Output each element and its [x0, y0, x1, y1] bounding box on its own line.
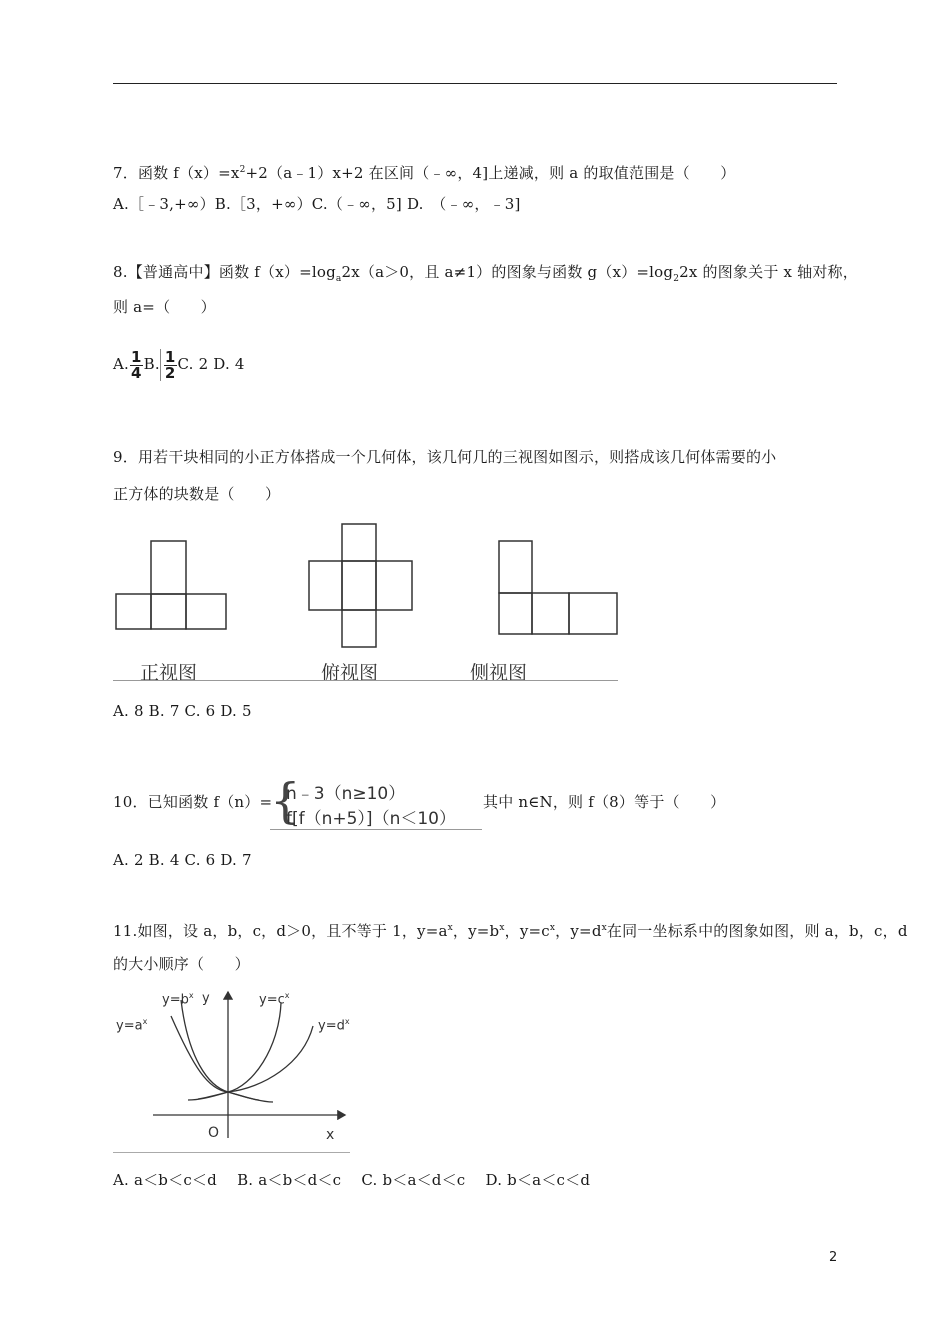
label-y-b-x: $y=b^x$: [162, 991, 194, 1008]
piecewise-row-2: f[f（n+5）]（n＜10）: [286, 809, 456, 829]
three-views-figure: [113, 520, 618, 682]
piecewise-row-1: n﹣3（n≥10）: [286, 784, 406, 804]
label-y-a-x: $y=a^x$: [116, 1017, 148, 1034]
header-rule: [113, 83, 837, 84]
piecewise-underline: [270, 829, 482, 830]
q7-stem: 7．函数 $f(x)=x^2+2(a﹣1)x+2$ 在区间（﹣∞，4]上递减，则 a 的取值范围是（ ）: [113, 164, 736, 182]
side-view-left-block: [499, 593, 532, 634]
front-view-right-block: [186, 594, 226, 629]
piecewise-function: [270, 775, 482, 831]
front-view-top-block: [151, 541, 186, 594]
q9-options: A. 8 B. 7 C. 6 D. 5: [113, 702, 252, 720]
q9-stem-line2: 正方体的块数是（ ）: [113, 485, 281, 503]
q11-stem-line1: 11.如图，设 a，b，c，d＞0，且不等于 1，$y=a^x$，$y=b^x$，$y=c^x$，$y=d^x$在同一坐标系中的图象如图，则 a，b，c，d: [113, 922, 908, 940]
q11-stem-line2: 的大小顺序（ ）: [113, 955, 250, 973]
label-y-d-x: $y=d^x$: [318, 1017, 350, 1034]
figure-baseline: [113, 680, 618, 681]
top-view-right-block: [376, 561, 412, 610]
q7-options: A.［﹣3,+∞）B.［3，+∞）C.（﹣∞，5] D. （﹣∞，﹣3]: [113, 195, 521, 213]
q10-options: A. 2 B. 4 C. 6 D. 7: [113, 851, 252, 869]
q9-stem-line1: 9．用若干块相同的小正方体搭成一个几何体，该几何几的三视图如图示，则搭成该几何体需要的小: [113, 448, 777, 466]
q8-options: A. $\frac{1}{4}$ B. $\frac{1}{2}$ C. 2 D. 4: [113, 347, 245, 382]
page-number: 2: [829, 1250, 838, 1265]
top-view-lower-block: [342, 610, 376, 647]
top-view-center-block: [342, 561, 376, 610]
q10-stem-b: 其中 n∈N，则 f（8）等于（ ）: [483, 793, 726, 811]
side-view-mid-block: [532, 593, 569, 634]
label-x-axis: x: [326, 1127, 335, 1143]
curve-y-d-x: [188, 1026, 313, 1100]
label-origin: O: [208, 1125, 220, 1141]
label-y-axis: y: [202, 991, 210, 1006]
side-view-top-block: [499, 541, 532, 593]
curve-y-c-x: [198, 1003, 281, 1099]
left-brace-symbol: {: [270, 773, 301, 829]
front-view-left-block: [116, 594, 151, 629]
front-view-mid-block: [151, 594, 186, 629]
image-edge-divider: [160, 349, 161, 381]
exponential-graph-drawing: [113, 988, 350, 1154]
fraction-one-half: $\frac{1}{2}$: [164, 347, 176, 382]
q8-stem-line2: 则 a=（ ）: [113, 298, 216, 316]
curve-y-b-x: [181, 1000, 259, 1100]
top-view-upper-block: [342, 524, 376, 561]
q10-stem-a: 10．已知函数 f（n）=: [113, 793, 273, 811]
top-view-label: 俯视图: [321, 662, 379, 684]
graph-baseline: [113, 1152, 350, 1153]
label-y-c-x: $y=c^x$: [259, 991, 290, 1008]
fraction-one-quarter: $\frac{1}{4}$: [131, 347, 142, 382]
side-view-label: 侧视图: [470, 662, 528, 684]
exponential-graph-figure: [113, 988, 350, 1154]
q8-stem: 8.【普通高中】函数 $f(x)=\log_a2x(a>0$，且 a≠1）的图象与函数 $g(x)=\log_22x$ 的图象关于 x 轴对称，: [113, 263, 858, 284]
front-view-label: 正视图: [140, 662, 198, 684]
q11-options: A. a＜b＜c＜d B. a＜b＜d＜c C. b＜a＜d＜c D. b＜a＜c＜d: [113, 1171, 591, 1189]
top-view-left-block: [309, 561, 342, 610]
side-view-right-block: [569, 593, 617, 634]
